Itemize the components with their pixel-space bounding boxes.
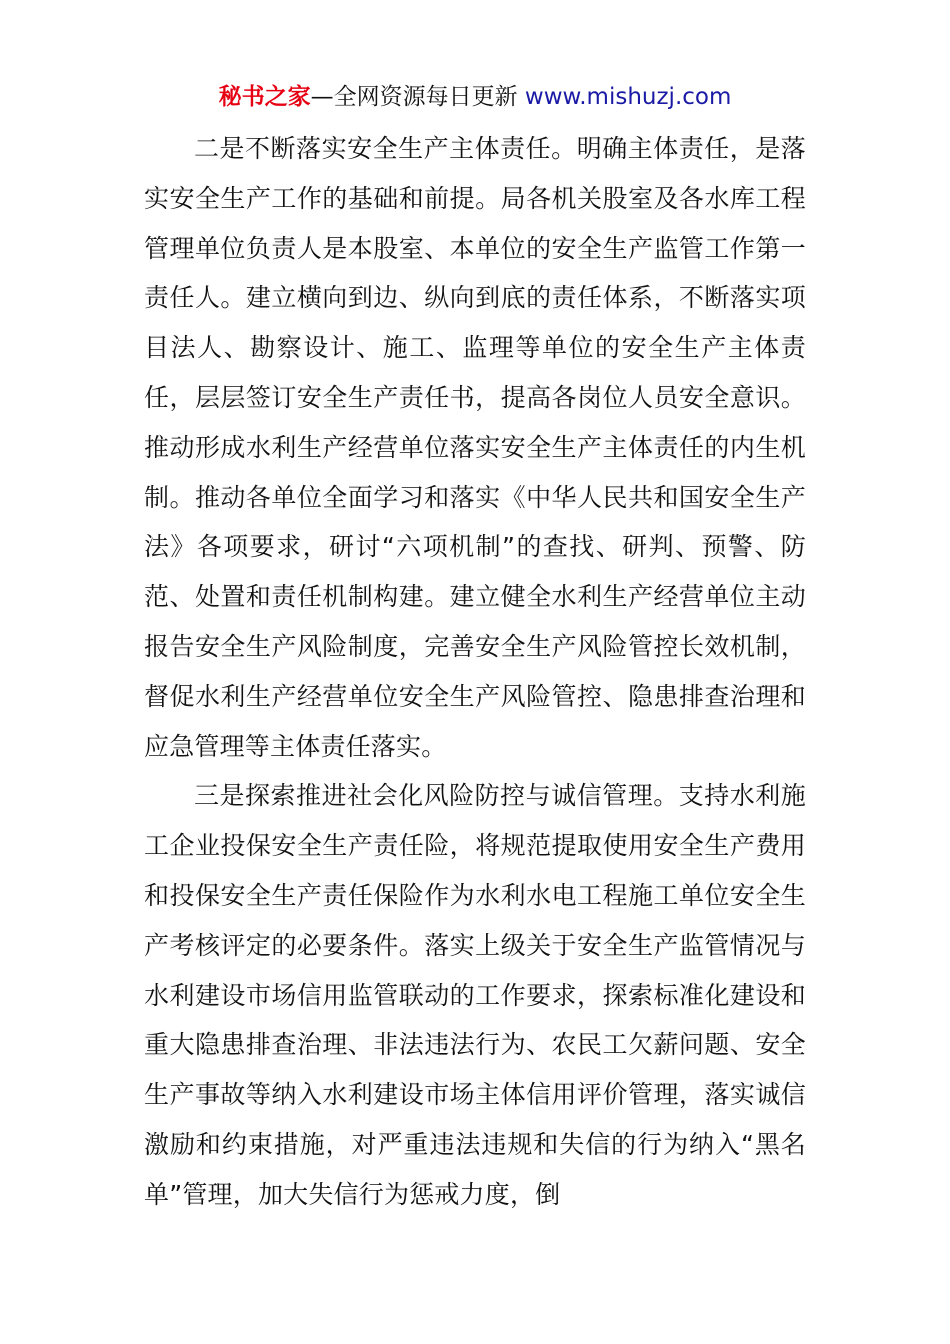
paragraph-responsibility: 二是不断落实安全生产主体责任。明确主体责任，是落实安全生产工作的基础和前提。局各机关股室及各水库工程管理单位负责人是本股室、本单位的安全生产监管工作第一责任人。建立横向到边、纵向到底的责任体系，不断落实项目法人、勘察设计、施工、监理等单位的安全生产主体责任，层层签订安全生产责任书，提高各岗位人员安全意识。推动形成水利生产经营单位落实安全生产主体责任的内生机制。推动各单位全面学习和落实《中华人民共和国安全生产法》各项要求，研讨“六项机制”的查找、研判、预警、防范、处置和责任机制构建。建立健全水利生产经营单位主动报告安全生产风险制度，完善安全生产风险管控长效机制，督促水利生产经营单位安全生产风险管控、隐患排查治理和应急管理等主体责任落实。 <box>144 134 806 761</box>
document-body <box>144 124 806 1220</box>
brand-name: 秘书之家 <box>218 84 311 110</box>
paragraph-risk-control: 三是探索推进社会化风险防控与诚信管理。支持水利施工企业投保安全生产责任险，将规范提取使用安全生产费用和投保安全生产责任保险作为水利水电工程施工单位安全生产考核评定的必要条件。落实上级关于安全生产监管情况与水利建设市场信用监管联动的工作要求，探索标准化建设和重大隐患排查治理、非法违法行为、农民工欠薪问题、安全生产事故等纳入水利建设市场主体信用评价管理，落实诚信激励和约束措施，对严重违法违规和失信的行为纳入“黑名单”管理，加大失信行为惩戒力度，倒 <box>144 781 806 1209</box>
header-tagline: —全网资源每日更新 <box>310 84 525 110</box>
site-url-link[interactable]: www.mishuzj.com <box>524 84 732 110</box>
page-header <box>0 80 950 114</box>
